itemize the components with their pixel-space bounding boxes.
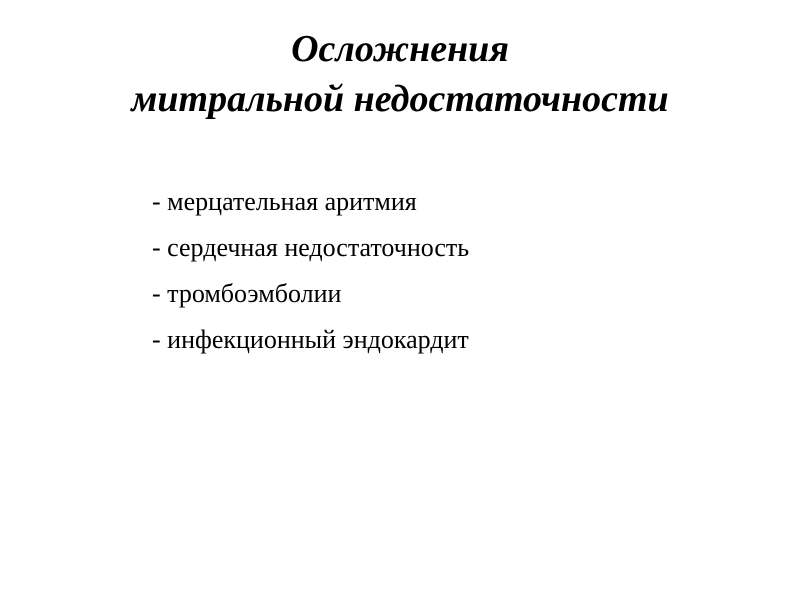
list-item: - мерцательная аритмия	[152, 187, 417, 216]
slide-title	[0, 24, 800, 124]
list-item: - инфекционный эндокардит	[152, 325, 469, 354]
complications-list	[152, 182, 469, 366]
title-line-1: Осложнения	[291, 28, 509, 70]
list-item: - сердечная недостаточность	[152, 233, 470, 262]
list-item: - тромбоэмболии	[152, 279, 342, 308]
title-line-2: митральной недостаточности	[131, 78, 669, 120]
